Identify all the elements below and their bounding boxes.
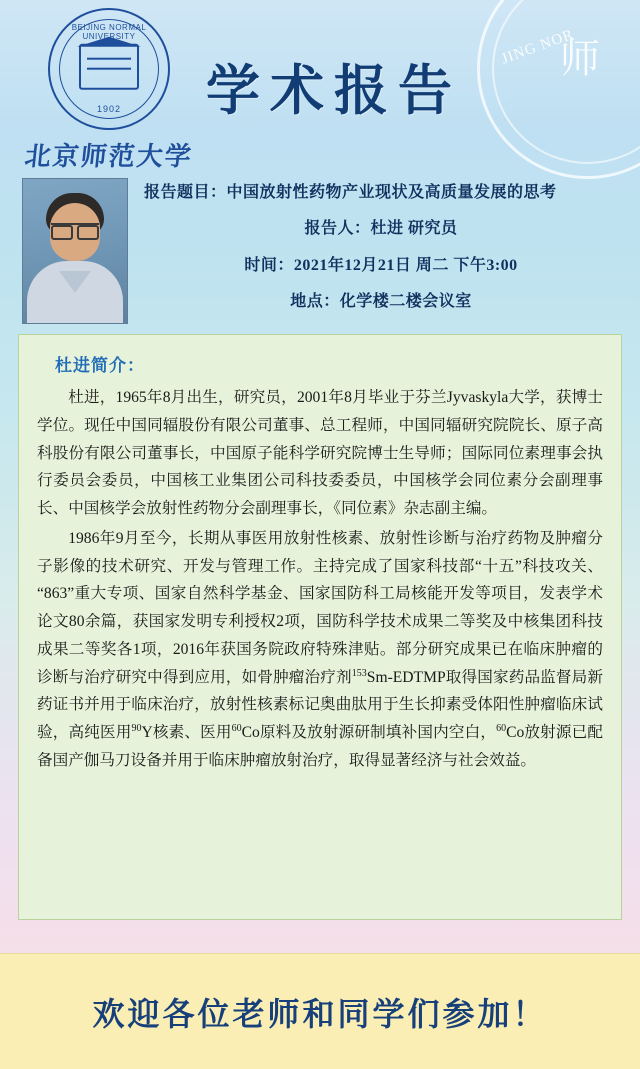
seal-bar-2	[87, 68, 131, 70]
seal-top-text: BEIJING NORMAL UNIVERSITY	[71, 23, 147, 41]
time-line: 时间：2021年12月21日 周二 下午3:00	[244, 256, 518, 274]
bio-heading: 杜进简介：	[55, 356, 145, 375]
event-info-row	[0, 172, 640, 330]
speaker-line: 报告人：杜进 研究员	[304, 220, 458, 238]
bio-p2-part3: Y核素、医用	[141, 724, 232, 741]
watermark-text: JING NOR	[499, 26, 577, 68]
bio-p2-part2: Sm-EDTMP取得国家药品监督局新药证书并用于临床治疗，放射性核素标记奥曲肽用于生长抑素受体阳性肿瘤临床试验，高纯医用	[37, 668, 603, 741]
bio-sup-60b: 60	[496, 722, 507, 734]
bio-p2-part4: Co原料及放射源研制填补国内空白，	[241, 724, 497, 741]
portrait-glasses	[51, 223, 99, 237]
bio-sup-90: 90	[131, 722, 142, 734]
portrait-collar	[59, 271, 91, 293]
seal-center-emblem	[79, 44, 139, 90]
bio-paragraph-2	[37, 525, 603, 775]
bio-paragraph-1: 杜进，1965年8月出生，研究员，2001年8月毕业于芬兰Jyvaskyla大学，获博士学位。现任中国同辐股份有限公司董事、总工程师，中国同辐研究院院长、原子高科股份有限公司董事长，中国原子能科学研究院博士生导师；国际同位素理事会执行委员会委员，中国核工业集团公司科技委委员，中国核学会同位素分会副理事长、中国核学会放射性药物分会副理事长，《同位素》杂志副主编。	[37, 389, 603, 517]
bio-p2-part1: 1986年9月至今，长期从事医用放射性核素、放射性诊断与治疗药物及肿瘤分子影像的技术研究、开发与管理工作。主持完成了国家科技部“十五”科技攻关、“863”重大专项、国家自然科学基金、国家国防科工局核能开发等项目，发表学术论文80余篇，获国家发明专利授权2项，国防科学技术成果二等奖及中核集团科技成果二等奖各1项，2016年获国务院政府特殊津贴。部分研究成果已在临床肿瘤的诊断与治疗研究中得到应用，如骨肿瘤治疗剂	[37, 529, 603, 686]
watermark-glyph: 师	[560, 36, 598, 81]
seal-bottom-text: 1902	[96, 104, 122, 114]
university-seal-icon	[48, 8, 170, 130]
page-title: 学术报告	[206, 61, 462, 121]
bio-sup-60a: 60	[231, 722, 242, 734]
bio-p2-part5: Co放射源已配备国产伽马刀设备并用于临床肿瘤放射治疗，取得显著经济与社会效益。	[37, 724, 603, 769]
speaker-portrait	[22, 178, 128, 324]
topic-line: 报告题目：中国放射性药物产业现状及高质量发展的思考	[144, 184, 557, 201]
place-line: 地点：化学楼二楼会议室	[290, 293, 472, 311]
seal-bar-1	[87, 58, 131, 60]
speaker-bio-box	[18, 334, 622, 920]
bio-sup-153: 153	[351, 667, 367, 679]
event-meta	[128, 178, 618, 330]
university-name: 北京师范大学	[23, 142, 195, 171]
welcome-text: 欢迎各位老师和同学们参加！	[92, 995, 548, 1032]
poster-header	[0, 0, 640, 172]
university-logo-block	[24, 8, 194, 173]
poster-footer	[0, 953, 640, 1069]
